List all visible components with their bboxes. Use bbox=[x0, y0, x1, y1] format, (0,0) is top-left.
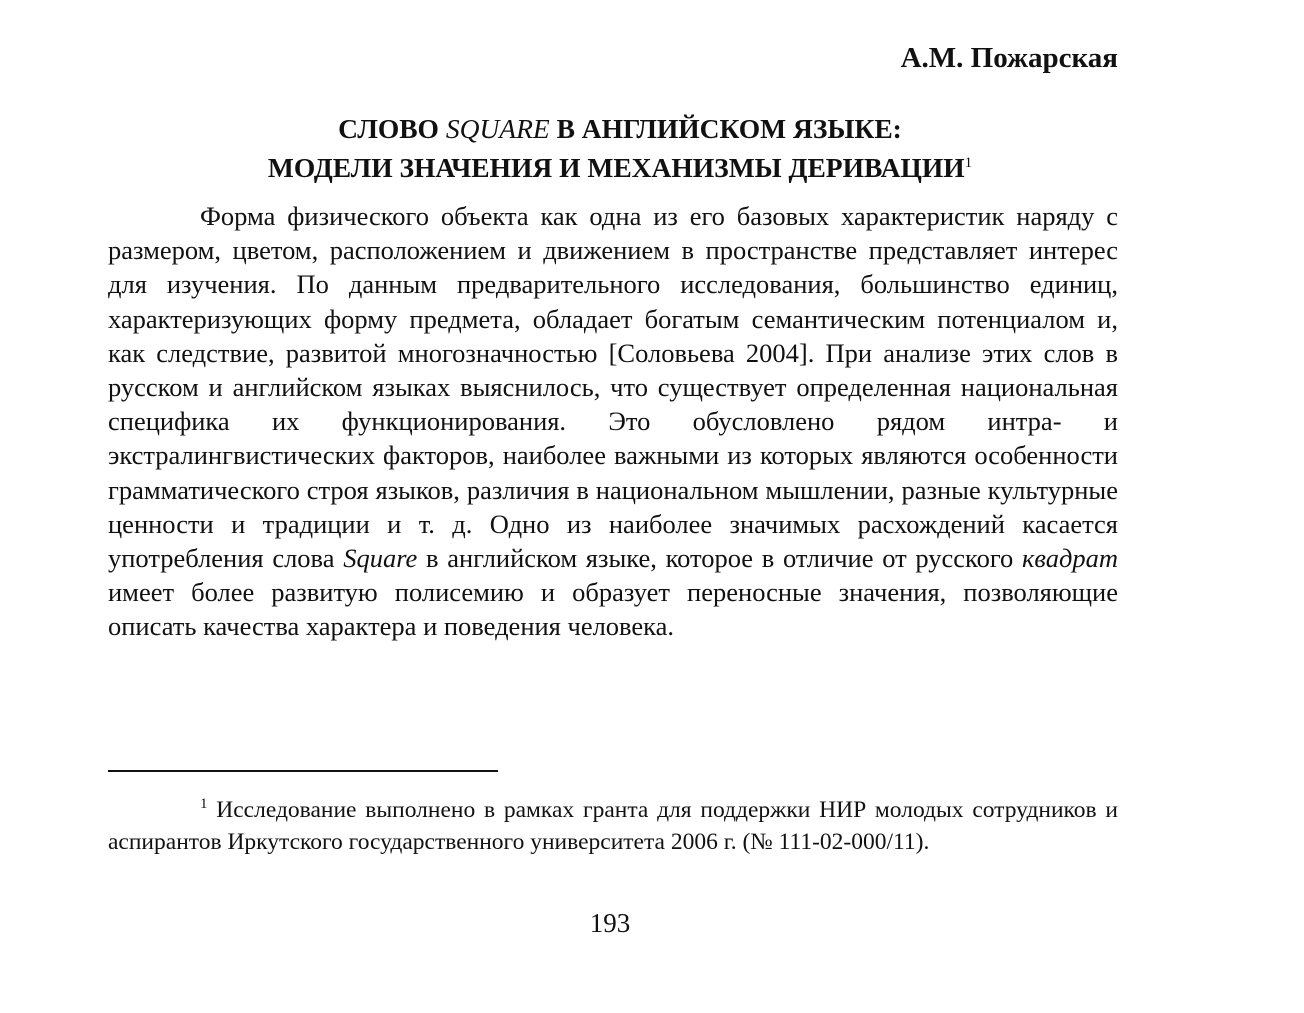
footnote-text: Исследование выполнено в рамках гранта для поддержки НИР молодых сотрудников и аспирантов Иркутского государственного университета 2006 г. (№ 111-02-000/11). bbox=[108, 796, 1118, 855]
article-title-line-1 bbox=[120, 112, 1120, 146]
body-part-2: в английском языке, которое в отличие от русского bbox=[426, 543, 1014, 574]
article-title-line-2 bbox=[120, 146, 1120, 185]
title-text-after: В АНГЛИЙСКОМ ЯЗЫКЕ: bbox=[556, 113, 902, 144]
title-line-2-text: МОДЕЛИ ЗНАЧЕНИЯ И МЕХАНИЗМЫ ДЕРИВАЦИИ bbox=[267, 152, 965, 184]
footnote-divider bbox=[108, 770, 498, 772]
footnote-mark: 1 bbox=[200, 796, 208, 812]
body-part-3: имеет более развитую полисемию и образует переносные значения, позволяющие описать качества характера и поведения человека. bbox=[108, 577, 1118, 642]
title-text-before: СЛОВО bbox=[338, 113, 439, 144]
page-number: 193 bbox=[589, 908, 631, 938]
body-paragraph bbox=[108, 199, 1118, 644]
author-name: А.М. Пожарская bbox=[900, 42, 1118, 74]
body-part-1: Форма физического объекта как одна из его базовых характеристик наряду с размером, цветом, расположением и движением в пространстве представляет интерес для изучения. По данным предварительного исследования, большинство единиц, характеризующих форму предмета, обладает богатым семантическим потенциалом и, как следствие, развитой многозначностью [Соловьева 2004]. При анализе этих слов в русском и английском языках выяснилось, что существует определенная национальная специфика их функционирования. Это обусловлено рядом интра- и экстралингвистических факторов, наиболее важными из которых являются особенности грамматического строя языков, различия в национальном мышлении, разные культурные ценности и традиции и т. д. Одно из наиболее значимых расхождений касается употребления слова bbox=[108, 201, 1118, 574]
body-italic-term-2: квадрат bbox=[1022, 543, 1119, 574]
body-italic-term-1: Square bbox=[343, 543, 418, 574]
title-italic-word: SQUARE bbox=[445, 113, 550, 144]
title-footnote-mark: 1 bbox=[964, 155, 973, 171]
footnote bbox=[108, 788, 1118, 858]
